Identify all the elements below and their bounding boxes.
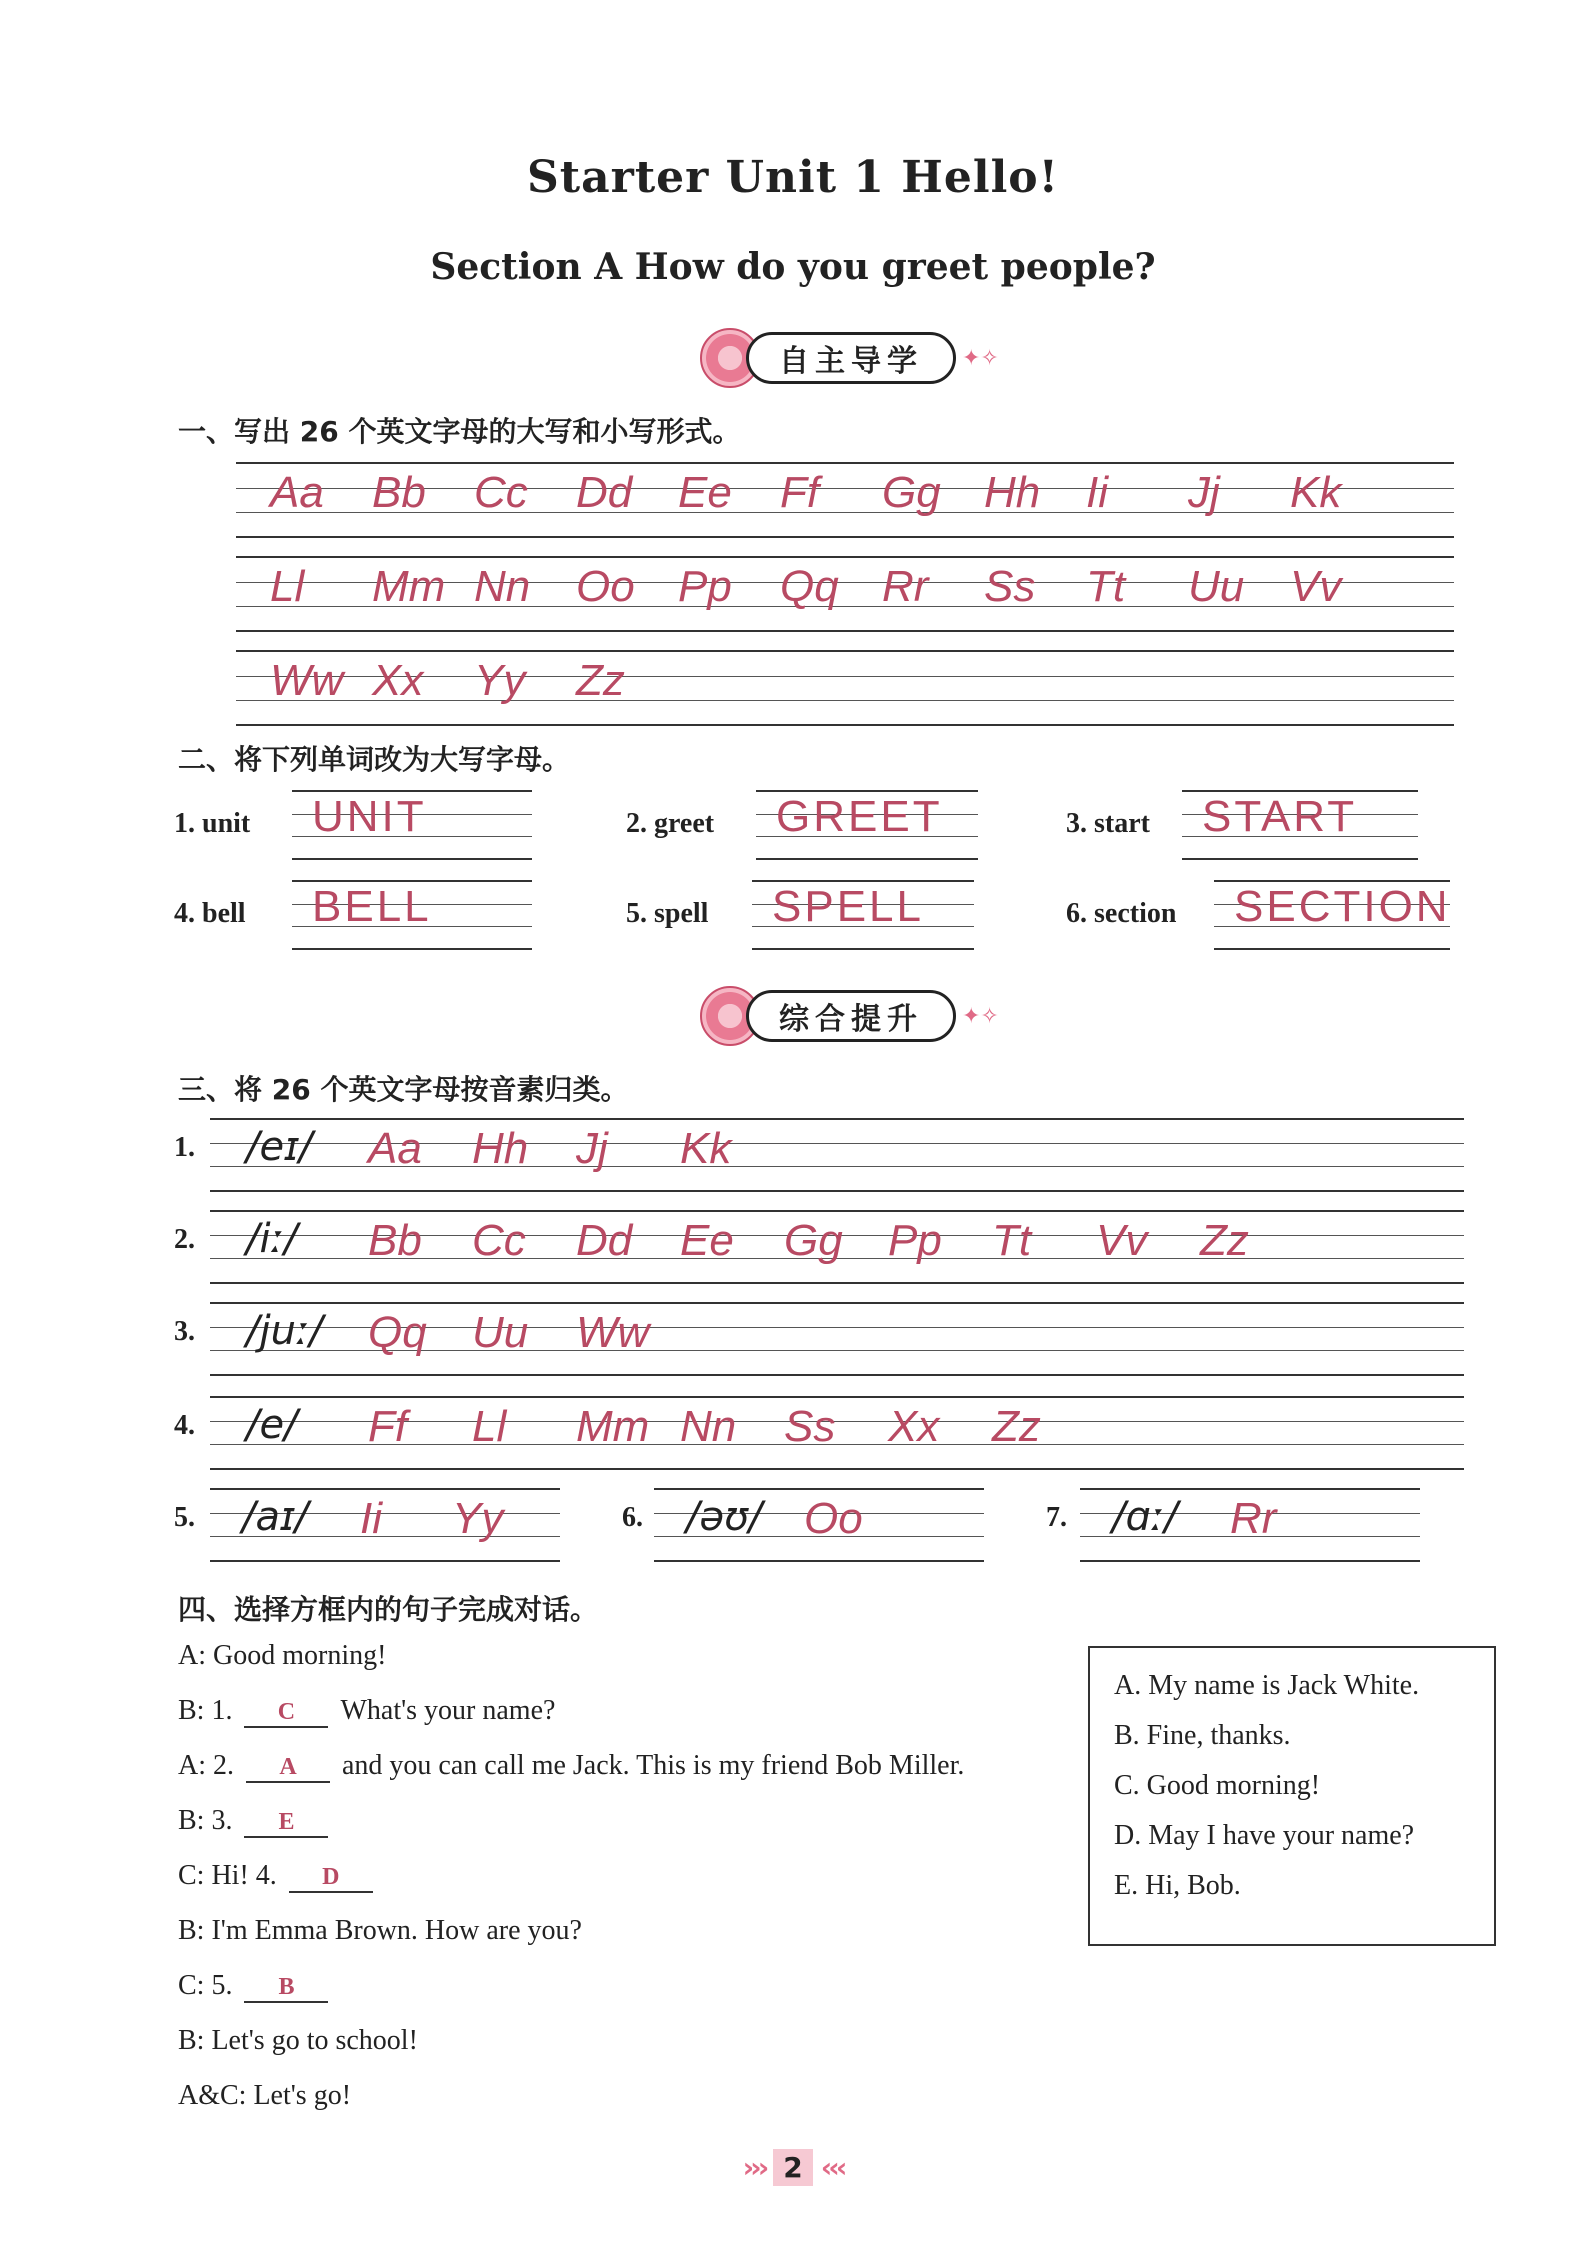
dialogue-line (178, 1695, 555, 1728)
letter-pair: Ii (360, 1494, 382, 1543)
letter-pair: Ee (680, 1216, 734, 1265)
word-label: 6. section (1066, 898, 1177, 929)
dialogue-speaker-text: B: 3. (178, 1805, 233, 1836)
options-box (1088, 1646, 1496, 1946)
letter-pair: Nn (680, 1402, 737, 1451)
phoneme-sound: /eɪ/ (246, 1124, 313, 1170)
letter-pair: Jj (1188, 468, 1220, 517)
dialogue-text: and you can call me Jack. This is my friend Bob Miller. (342, 1750, 965, 1781)
letter-pair: Ii (1086, 468, 1108, 517)
letter-pair: Xx (888, 1402, 940, 1451)
q1-heading: 一、写出 26 个英文字母的大写和小写形式。 (178, 415, 741, 448)
letter-pair: Mm (372, 562, 446, 611)
row-number: 5. (174, 1502, 195, 1533)
phoneme-sound: /ɑː/ (1112, 1494, 1178, 1540)
letter-pair: Nn (474, 562, 531, 611)
letter-pair: Pp (678, 562, 732, 611)
answer-blank[interactable]: C (244, 1699, 328, 1728)
letter-pair: Qq (780, 562, 839, 611)
letter-pair: Rr (882, 562, 929, 611)
phoneme-sound: /juː/ (246, 1308, 323, 1354)
letter-pair: Hh (984, 468, 1041, 517)
answer-blank[interactable]: E (244, 1809, 328, 1838)
letter-pair: Zz (1200, 1216, 1249, 1265)
letter-pair: Aa (368, 1124, 422, 1173)
row-number: 2. (174, 1224, 195, 1255)
uppercase-answer: GREET (776, 792, 943, 841)
row-number: 4. (174, 1410, 195, 1441)
answer-blank[interactable]: D (289, 1864, 373, 1893)
letter-pair: Ss (784, 1402, 836, 1451)
row-number: 1. (174, 1132, 195, 1163)
dialogue-speaker-text: A: 2. (178, 1750, 234, 1781)
dialogue-speaker-text: C: 5. (178, 1970, 233, 2001)
letter-pair: Ll (472, 1402, 507, 1451)
uppercase-answer: UNIT (312, 792, 427, 841)
dialogue-speaker-text: B: I'm Emma Brown. How are you? (178, 1915, 582, 1946)
uppercase-answer: START (1202, 792, 1358, 841)
uppercase-answer: BELL (312, 882, 432, 931)
word-label: 2. greet (626, 808, 715, 839)
letter-pair: Xx (372, 656, 424, 705)
banner-label: 自主导学 (746, 332, 956, 384)
row-number: 3. (174, 1316, 195, 1347)
dialogue-line (178, 1805, 340, 1838)
word-label: 5. spell (626, 898, 709, 929)
letter-pair: Ll (270, 562, 305, 611)
letter-pair: Cc (472, 1216, 526, 1265)
word-label: 1. unit (174, 808, 251, 839)
letter-pair: Ff (368, 1402, 408, 1451)
dialogue-speaker-text: B: 1. (178, 1695, 233, 1726)
row-number: 7. (1046, 1502, 1067, 1533)
letter-pair: Dd (576, 1216, 633, 1265)
letter-pair: Zz (576, 656, 625, 705)
phoneme-sound: /aɪ/ (242, 1494, 309, 1540)
letter-pair: Yy (474, 656, 526, 705)
section-subtitle: Section A How do you greet people? (430, 246, 1156, 288)
uppercase-answer: SPELL (772, 882, 924, 931)
letter-pair: Pp (888, 1216, 942, 1265)
answer-blank[interactable]: B (244, 1974, 328, 2003)
letter-pair: Uu (1188, 562, 1245, 611)
option-item: E. Hi, Bob. (1114, 1870, 1241, 1901)
dialogue-line (178, 1970, 340, 2003)
letter-pair: Oo (576, 562, 635, 611)
row-number: 6. (622, 1502, 643, 1533)
letter-pair: Bb (372, 468, 426, 517)
dialogue-line (178, 1750, 964, 1783)
letter-pair: Oo (804, 1494, 863, 1543)
letter-pair: Mm (576, 1402, 650, 1451)
dialogue-line (178, 2080, 351, 2112)
letter-pair: Kk (1290, 468, 1342, 517)
arrows-left-icon: ››› (742, 2151, 766, 2184)
letter-pair: Vv (1290, 562, 1342, 611)
letter-pair: Yy (452, 1494, 504, 1543)
q3-heading: 三、将 26 个英文字母按音素归类。 (178, 1073, 629, 1106)
word-label: 3. start (1066, 808, 1150, 839)
dialogue-speaker-text: B: Let's go to school! (178, 2025, 418, 2056)
letter-pair: Ss (984, 562, 1036, 611)
banner-label: 综合提升 (746, 990, 956, 1042)
dialogue-line (178, 2025, 418, 2057)
dialogue-text: What's your name? (340, 1695, 556, 1726)
letter-pair: Ee (678, 468, 732, 517)
letter-pair: Kk (680, 1124, 732, 1173)
page-number-value: 2 (773, 2149, 812, 2186)
letter-pair: Aa (270, 468, 324, 517)
dialogue-line (178, 1640, 386, 1672)
answer-blank[interactable]: A (246, 1754, 330, 1783)
q4-heading: 四、选择方框内的句子完成对话。 (178, 1593, 599, 1626)
star-icon: ✦✧ (962, 1003, 999, 1029)
letter-pair: Gg (784, 1216, 843, 1265)
banner-improve (700, 988, 999, 1044)
option-item: A. My name is Jack White. (1114, 1670, 1420, 1701)
letter-pair: Jj (576, 1124, 608, 1173)
option-item: C. Good morning! (1114, 1770, 1321, 1801)
letter-pair: Tt (992, 1216, 1032, 1265)
letter-pair: Ww (270, 656, 344, 705)
option-item: D. May I have your name? (1114, 1820, 1415, 1851)
letter-pair: Uu (472, 1308, 529, 1357)
letter-pair: Ww (576, 1308, 650, 1357)
star-icon: ✦✧ (962, 345, 999, 371)
letter-pair: Rr (1230, 1494, 1277, 1543)
phoneme-sound: /iː/ (246, 1216, 298, 1262)
letter-pair: Hh (472, 1124, 529, 1173)
letter-pair: Gg (882, 468, 941, 517)
phoneme-sound: /e/ (246, 1402, 298, 1448)
q2-heading: 二、将下列单词改为大写字母。 (178, 743, 571, 776)
banner-self-study (700, 330, 999, 386)
letter-pair: Cc (474, 468, 528, 517)
letter-pair: Bb (368, 1216, 422, 1265)
dialogue-speaker-text: A: Good morning! (178, 1640, 387, 1671)
dialogue-speaker-text: A&C: Let's go! (178, 2080, 352, 2111)
option-item: B. Fine, thanks. (1114, 1720, 1291, 1751)
letter-pair: Qq (368, 1308, 427, 1357)
dialogue-line (178, 1860, 385, 1893)
uppercase-answer: SECTION (1234, 882, 1451, 931)
letter-pair: Dd (576, 468, 633, 517)
phoneme-sound: /əʊ/ (686, 1494, 763, 1540)
letter-pair: Vv (1096, 1216, 1148, 1265)
page-title: Starter Unit 1 Hello! (527, 152, 1059, 203)
arrows-right-icon: ‹‹‹ (820, 2151, 844, 2184)
letter-pair: Tt (1086, 562, 1126, 611)
word-label: 4. bell (174, 898, 246, 929)
letter-pair: Zz (992, 1402, 1041, 1451)
dialogue-line (178, 1915, 582, 1947)
letter-pair: Ff (780, 468, 820, 517)
page-number (0, 2149, 1586, 2186)
dialogue-speaker-text: C: Hi! 4. (178, 1860, 277, 1891)
